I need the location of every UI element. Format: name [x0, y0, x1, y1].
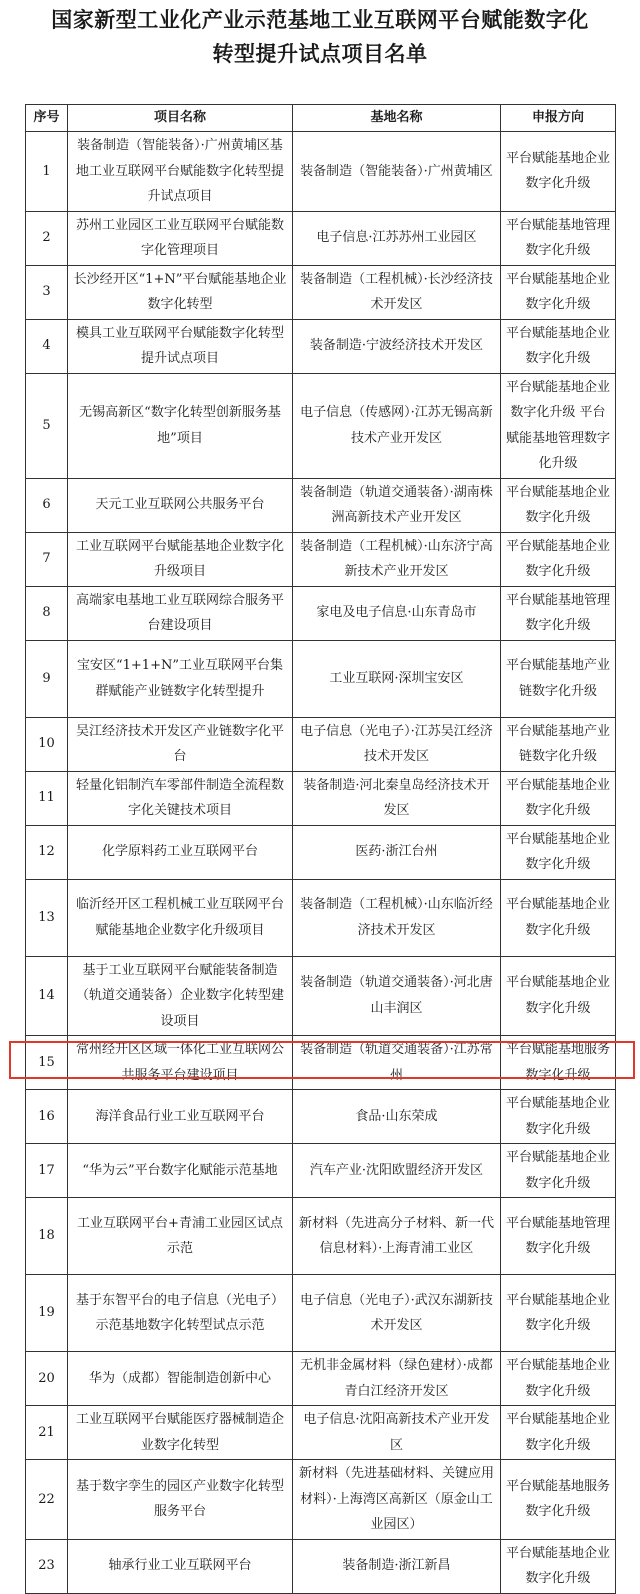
- cell-project: 基于数字孪生的园区产业数字化转型服务平台: [68, 1460, 293, 1540]
- table-row: [26, 640, 616, 717]
- cell-base: 新材料（先进高分子材料、新一代信息材料）·上海青浦工业区: [293, 1198, 501, 1275]
- cell-no: 18: [26, 1198, 68, 1275]
- page-subtitle: 转型提升试点项目名单: [212, 42, 428, 66]
- table-row: [26, 373, 616, 478]
- cell-base: 装备制造·宁波经济技术开发区: [293, 319, 501, 373]
- cell-project: 装备制造（智能装备）·广州黄埔区基地工业互联网平台赋能数字化转型提升试点项目: [68, 132, 293, 212]
- cell-no: 17: [26, 1144, 68, 1198]
- header-direction: 申报方向: [501, 105, 616, 132]
- cell-no: 7: [26, 532, 68, 586]
- cell-no: 19: [26, 1275, 68, 1352]
- cell-base: 装备制造（轨道交通装备）·湖南株洲高新技术产业开发区: [293, 478, 501, 532]
- cell-direction: 平台赋能基地企业数字化升级: [501, 1352, 616, 1406]
- cell-project: 模具工业互联网平台赋能数字化转型提升试点项目: [68, 319, 293, 373]
- cell-base: 医药·浙江台州: [293, 825, 501, 879]
- cell-base: 电子信息·江苏苏州工业园区: [293, 211, 501, 265]
- table-row: [26, 771, 616, 825]
- cell-project: 无锡高新区“数字化转型创新服务基地”项目: [68, 373, 293, 478]
- cell-direction: 平台赋能基地管理数字化升级: [501, 586, 616, 640]
- project-table: [25, 104, 616, 1594]
- cell-direction: 平台赋能基地服务数字化升级: [501, 1036, 616, 1090]
- table-row: [26, 825, 616, 879]
- table-header-row: [26, 105, 616, 132]
- cell-base: 装备制造（工程机械）·山东济宁高新技术产业开发区: [293, 532, 501, 586]
- cell-project: 基于东智平台的电子信息（光电子）示范基地数字化转型试点示范: [68, 1275, 293, 1352]
- cell-project: 长沙经开区“1+N”平台赋能基地企业数字化转型: [68, 265, 293, 319]
- cell-base: 家电及电子信息·山东青岛市: [293, 586, 501, 640]
- table-row: [26, 1275, 616, 1352]
- cell-project: 宝安区“1+1+N”工业互联网平台集群赋能产业链数字化转型提升: [68, 640, 293, 717]
- cell-base: 装备制造（轨道交通装备）·河北唐山丰润区: [293, 956, 501, 1036]
- cell-base: 无机非金属材料（绿色建材）·成都青白江经济开发区: [293, 1352, 501, 1406]
- table-row: [26, 1198, 616, 1275]
- cell-direction: 平台赋能基地企业数字化升级 平台赋能基地管理数字化升级: [501, 373, 616, 478]
- cell-no: 10: [26, 717, 68, 771]
- cell-no: 20: [26, 1352, 68, 1406]
- cell-base: 电子信息（传感网）·江苏无锡高新技术产业开发区: [293, 373, 501, 478]
- cell-project: 工业互联网平台赋能基地企业数字化升级项目: [68, 532, 293, 586]
- cell-no: 11: [26, 771, 68, 825]
- cell-base: 汽车产业·沈阳欧盟经济开发区: [293, 1144, 501, 1198]
- header-no: 序号: [26, 105, 68, 132]
- cell-direction: 平台赋能基地产业链数字化升级: [501, 717, 616, 771]
- cell-base: 电子信息（光电子）·武汉东湖新技术开发区: [293, 1275, 501, 1352]
- table-row: [26, 956, 616, 1036]
- table-row: [26, 1090, 616, 1144]
- cell-project: 工业互联网平台+青浦工业园区试点示范: [68, 1198, 293, 1275]
- cell-project: 轴承行业工业互联网平台: [68, 1539, 293, 1593]
- header-base: 基地名称: [293, 105, 501, 132]
- table-row: [26, 319, 616, 373]
- cell-direction: 平台赋能基地企业数字化升级: [501, 319, 616, 373]
- table-row: [26, 879, 616, 956]
- cell-direction: 平台赋能基地企业数字化升级: [501, 478, 616, 532]
- cell-direction: 平台赋能基地企业数字化升级: [501, 1406, 616, 1460]
- table-row: [26, 1539, 616, 1593]
- cell-base: 工业互联网·深圳宝安区: [293, 640, 501, 717]
- cell-no: 9: [26, 640, 68, 717]
- cell-no: 21: [26, 1406, 68, 1460]
- cell-project: 基于工业互联网平台赋能装备制造（轨道交通装备）企业数字化转型建设项目: [68, 956, 293, 1036]
- cell-no: 12: [26, 825, 68, 879]
- cell-no: 5: [26, 373, 68, 478]
- cell-direction: 平台赋能基地企业数字化升级: [501, 825, 616, 879]
- cell-project: 轻量化铝制汽车零部件制造全流程数字化关键技术项目: [68, 771, 293, 825]
- table-row: [26, 1406, 616, 1460]
- cell-no: 14: [26, 956, 68, 1036]
- table-row: [26, 1460, 616, 1540]
- cell-project: “华为云”平台数字化赋能示范基地: [68, 1144, 293, 1198]
- cell-direction: 平台赋能基地企业数字化升级: [501, 879, 616, 956]
- table-row: [26, 211, 616, 265]
- cell-no: 23: [26, 1539, 68, 1593]
- cell-direction: 平台赋能基地管理数字化升级: [501, 211, 616, 265]
- cell-direction: 平台赋能基地企业数字化升级: [501, 1090, 616, 1144]
- cell-base: 装备制造·浙江新昌: [293, 1539, 501, 1593]
- cell-project: 海洋食品行业工业互联网平台: [68, 1090, 293, 1144]
- cell-direction: 平台赋能基地服务数字化升级: [501, 1460, 616, 1540]
- table-row: [26, 478, 616, 532]
- cell-no: 8: [26, 586, 68, 640]
- cell-project: 吴江经济技术开发区产业链数字化平台: [68, 717, 293, 771]
- cell-project: 高端家电基地工业互联网综合服务平台建设项目: [68, 586, 293, 640]
- cell-base: 装备制造（轨道交通装备）·江苏常州: [293, 1036, 501, 1090]
- cell-no: 4: [26, 319, 68, 373]
- table-row: [26, 265, 616, 319]
- cell-direction: 平台赋能基地企业数字化升级: [501, 132, 616, 212]
- cell-project: 工业互联网平台赋能医疗器械制造企业数字化转型: [68, 1406, 293, 1460]
- cell-base: 装备制造（智能装备）·广州黄埔区: [293, 132, 501, 212]
- cell-no: 16: [26, 1090, 68, 1144]
- cell-direction: 平台赋能基地企业数字化升级: [501, 956, 616, 1036]
- cell-project: 临沂经开区工程机械工业互联网平台赋能基地企业数字化升级项目: [68, 879, 293, 956]
- cell-project: 天元工业互联网公共服务平台: [68, 478, 293, 532]
- cell-no: 22: [26, 1460, 68, 1540]
- cell-no: 2: [26, 211, 68, 265]
- cell-direction: 平台赋能基地企业数字化升级: [501, 265, 616, 319]
- cell-project: 常州经开区区域一体化工业互联网公共服务平台建设项目: [68, 1036, 293, 1090]
- header-project: 项目名称: [68, 105, 293, 132]
- cell-no: 15: [26, 1036, 68, 1090]
- cell-base: 电子信息·沈阳高新技术产业开发区: [293, 1406, 501, 1460]
- table-row: [26, 1036, 616, 1090]
- cell-no: 3: [26, 265, 68, 319]
- cell-direction: 平台赋能基地企业数字化升级: [501, 532, 616, 586]
- cell-project: 华为（成都）智能制造创新中心: [68, 1352, 293, 1406]
- cell-base: 食品·山东荣成: [293, 1090, 501, 1144]
- cell-direction: 平台赋能基地企业数字化升级: [501, 771, 616, 825]
- cell-base: 装备制造·河北秦皇岛经济技术开发区: [293, 771, 501, 825]
- cell-base: 装备制造（工程机械）·山东临沂经济技术开发区: [293, 879, 501, 956]
- cell-direction: 平台赋能基地企业数字化升级: [501, 1275, 616, 1352]
- page-title: 国家新型工业化产业示范基地工业互联网平台赋能数字化: [51, 8, 589, 32]
- cell-base: 装备制造（工程机械）·长沙经济技术开发区: [293, 265, 501, 319]
- cell-direction: 平台赋能基地管理数字化升级: [501, 1198, 616, 1275]
- cell-direction: 平台赋能基地企业数字化升级: [501, 1144, 616, 1198]
- table-row: [26, 586, 616, 640]
- table-row: [26, 1352, 616, 1406]
- cell-no: 13: [26, 879, 68, 956]
- table-row: [26, 132, 616, 212]
- table-row: [26, 717, 616, 771]
- cell-no: 6: [26, 478, 68, 532]
- cell-base: 新材料（先进基础材料、关键应用材料）·上海湾区高新区（原金山工业园区）: [293, 1460, 501, 1540]
- cell-direction: 平台赋能基地企业数字化升级: [501, 1539, 616, 1593]
- cell-direction: 平台赋能基地产业链数字化升级: [501, 640, 616, 717]
- cell-no: 1: [26, 132, 68, 212]
- cell-project: 化学原料药工业互联网平台: [68, 825, 293, 879]
- table-row: [26, 1144, 616, 1198]
- table-row: [26, 532, 616, 586]
- cell-project: 苏州工业园区工业互联网平台赋能数字化管理项目: [68, 211, 293, 265]
- cell-base: 电子信息（光电子）·江苏吴江经济技术开发区: [293, 717, 501, 771]
